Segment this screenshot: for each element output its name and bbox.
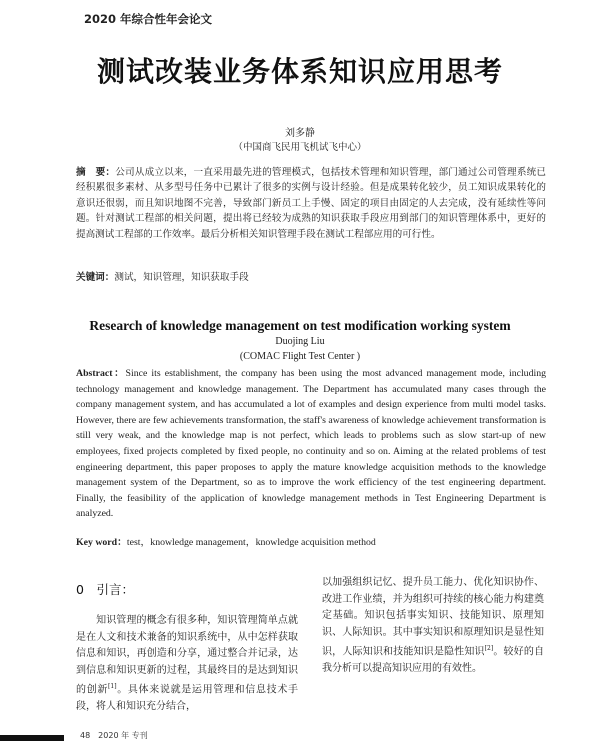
section-heading-intro: 0 引言： <box>76 582 134 597</box>
footer-page-info: 48 2020 年 专刊 <box>80 731 148 740</box>
author-cn: 刘多静 <box>285 128 315 139</box>
abstract-cn <box>76 165 546 242</box>
affiliation-en: (COMAC Flight Test Center ) <box>239 351 361 362</box>
keywords-en-text: test，knowledge management，knowledge acquisition method <box>126 537 376 548</box>
keywords-cn <box>76 269 249 283</box>
collection-header: 2020 年综合性年会论文 <box>84 12 213 26</box>
intro-column-left <box>76 613 298 716</box>
keywords-cn-label: 关键词： <box>76 272 115 283</box>
abstract-cn-label: 摘 要： <box>76 167 116 178</box>
footer-bar <box>0 735 64 741</box>
citation-1: [1] <box>108 683 117 691</box>
abstract-cn-text: 公司从成立以来，一直采用最先进的管理模式，包括技术管理和知识管理，部门通过公司管理系统已经积累很多素材、从多型号任务中已累计了很多的实例与设计经验。但是成果转化较少，员工知识成果转化的意识还很弱，而且知识地图不完善，导致部门新员工上手慢、固定的项目由固定的人去完成，没有延续性等问题。针对测试工程部的相关问题，提出将已经较为成熟的知识获取手段应用到部门的知识管理体系中，更好的提高测试工程部的工作效率。最后分析相关知识管理手段在测试工程部应用的可行性。 <box>76 167 547 240</box>
paper-title-en: Research of knowledge management on test modification working system <box>89 318 511 333</box>
intro-left-text-2: 。具体来说就是运用管理和信息技术手段，将人和知识充分结合， <box>76 684 299 713</box>
intro-right-text-2: 。较好的自我分析可以提高知识应用的有效性。 <box>322 646 545 675</box>
intro-column-right <box>322 575 544 678</box>
abstract-en <box>76 366 546 522</box>
citation-2: [2] <box>484 645 494 653</box>
author-en: Duojing Liu <box>275 336 325 347</box>
keywords-en-label: Key word： <box>76 537 127 548</box>
keywords-en <box>76 534 376 548</box>
paper-title-cn: 测试改装业务体系知识应用思考 <box>96 55 503 88</box>
keywords-cn-text: 测试，知识管理，知识获取手段 <box>114 272 249 283</box>
intro-right-text-1: 以加强组织记忆、提升员工能力、优化知识协作、改进工作业绩，并为组织可持续的核心能力构建奠定基础。知识包括事实知识、技能知识、原理知识、人际知识。其中事实知识和原理知识是显性知识，人际知识和技能知识是隐性知识 <box>322 577 544 658</box>
abstract-en-text: Since its establishment, the company has been using the most advanced management mode, including technology management and knowledge management. The Department has accumulated many cases through the company management system, and has accumulated a lot of examples and design experience from multi model tasks. However, there are few achievements transformation, the staff's awareness of knowledge achievement transformation is still very weak, and the knowledge map is not perfect, which leads to problems such as slow start-up of new employees, fixed projects completed by fixed people, no continuity and so on. Aiming at the related problems of test engineering department, this paper proposes to apply the mature knowledge acquisition methods to the knowledge management system of the Department, so as to improve the work efficiency of the test engineering department. Finally, the feasibility of the application of knowledge management methods in Test Engineering Department is analyzed. <box>76 368 546 520</box>
intro-left-text-1: 知识管理的概念有很多种，知识管理简单点就是在人文和技术兼备的知识系统中，从中怎样获取信息和知识，再创造和分享，通过整合并记录，达到信息和知识更新的过程，其最终目的是达到知识的创新 <box>76 615 298 696</box>
affiliation-cn: （中国商飞民用飞机试飞中心） <box>233 142 367 153</box>
abstract-en-label: Abstract： <box>76 368 126 379</box>
